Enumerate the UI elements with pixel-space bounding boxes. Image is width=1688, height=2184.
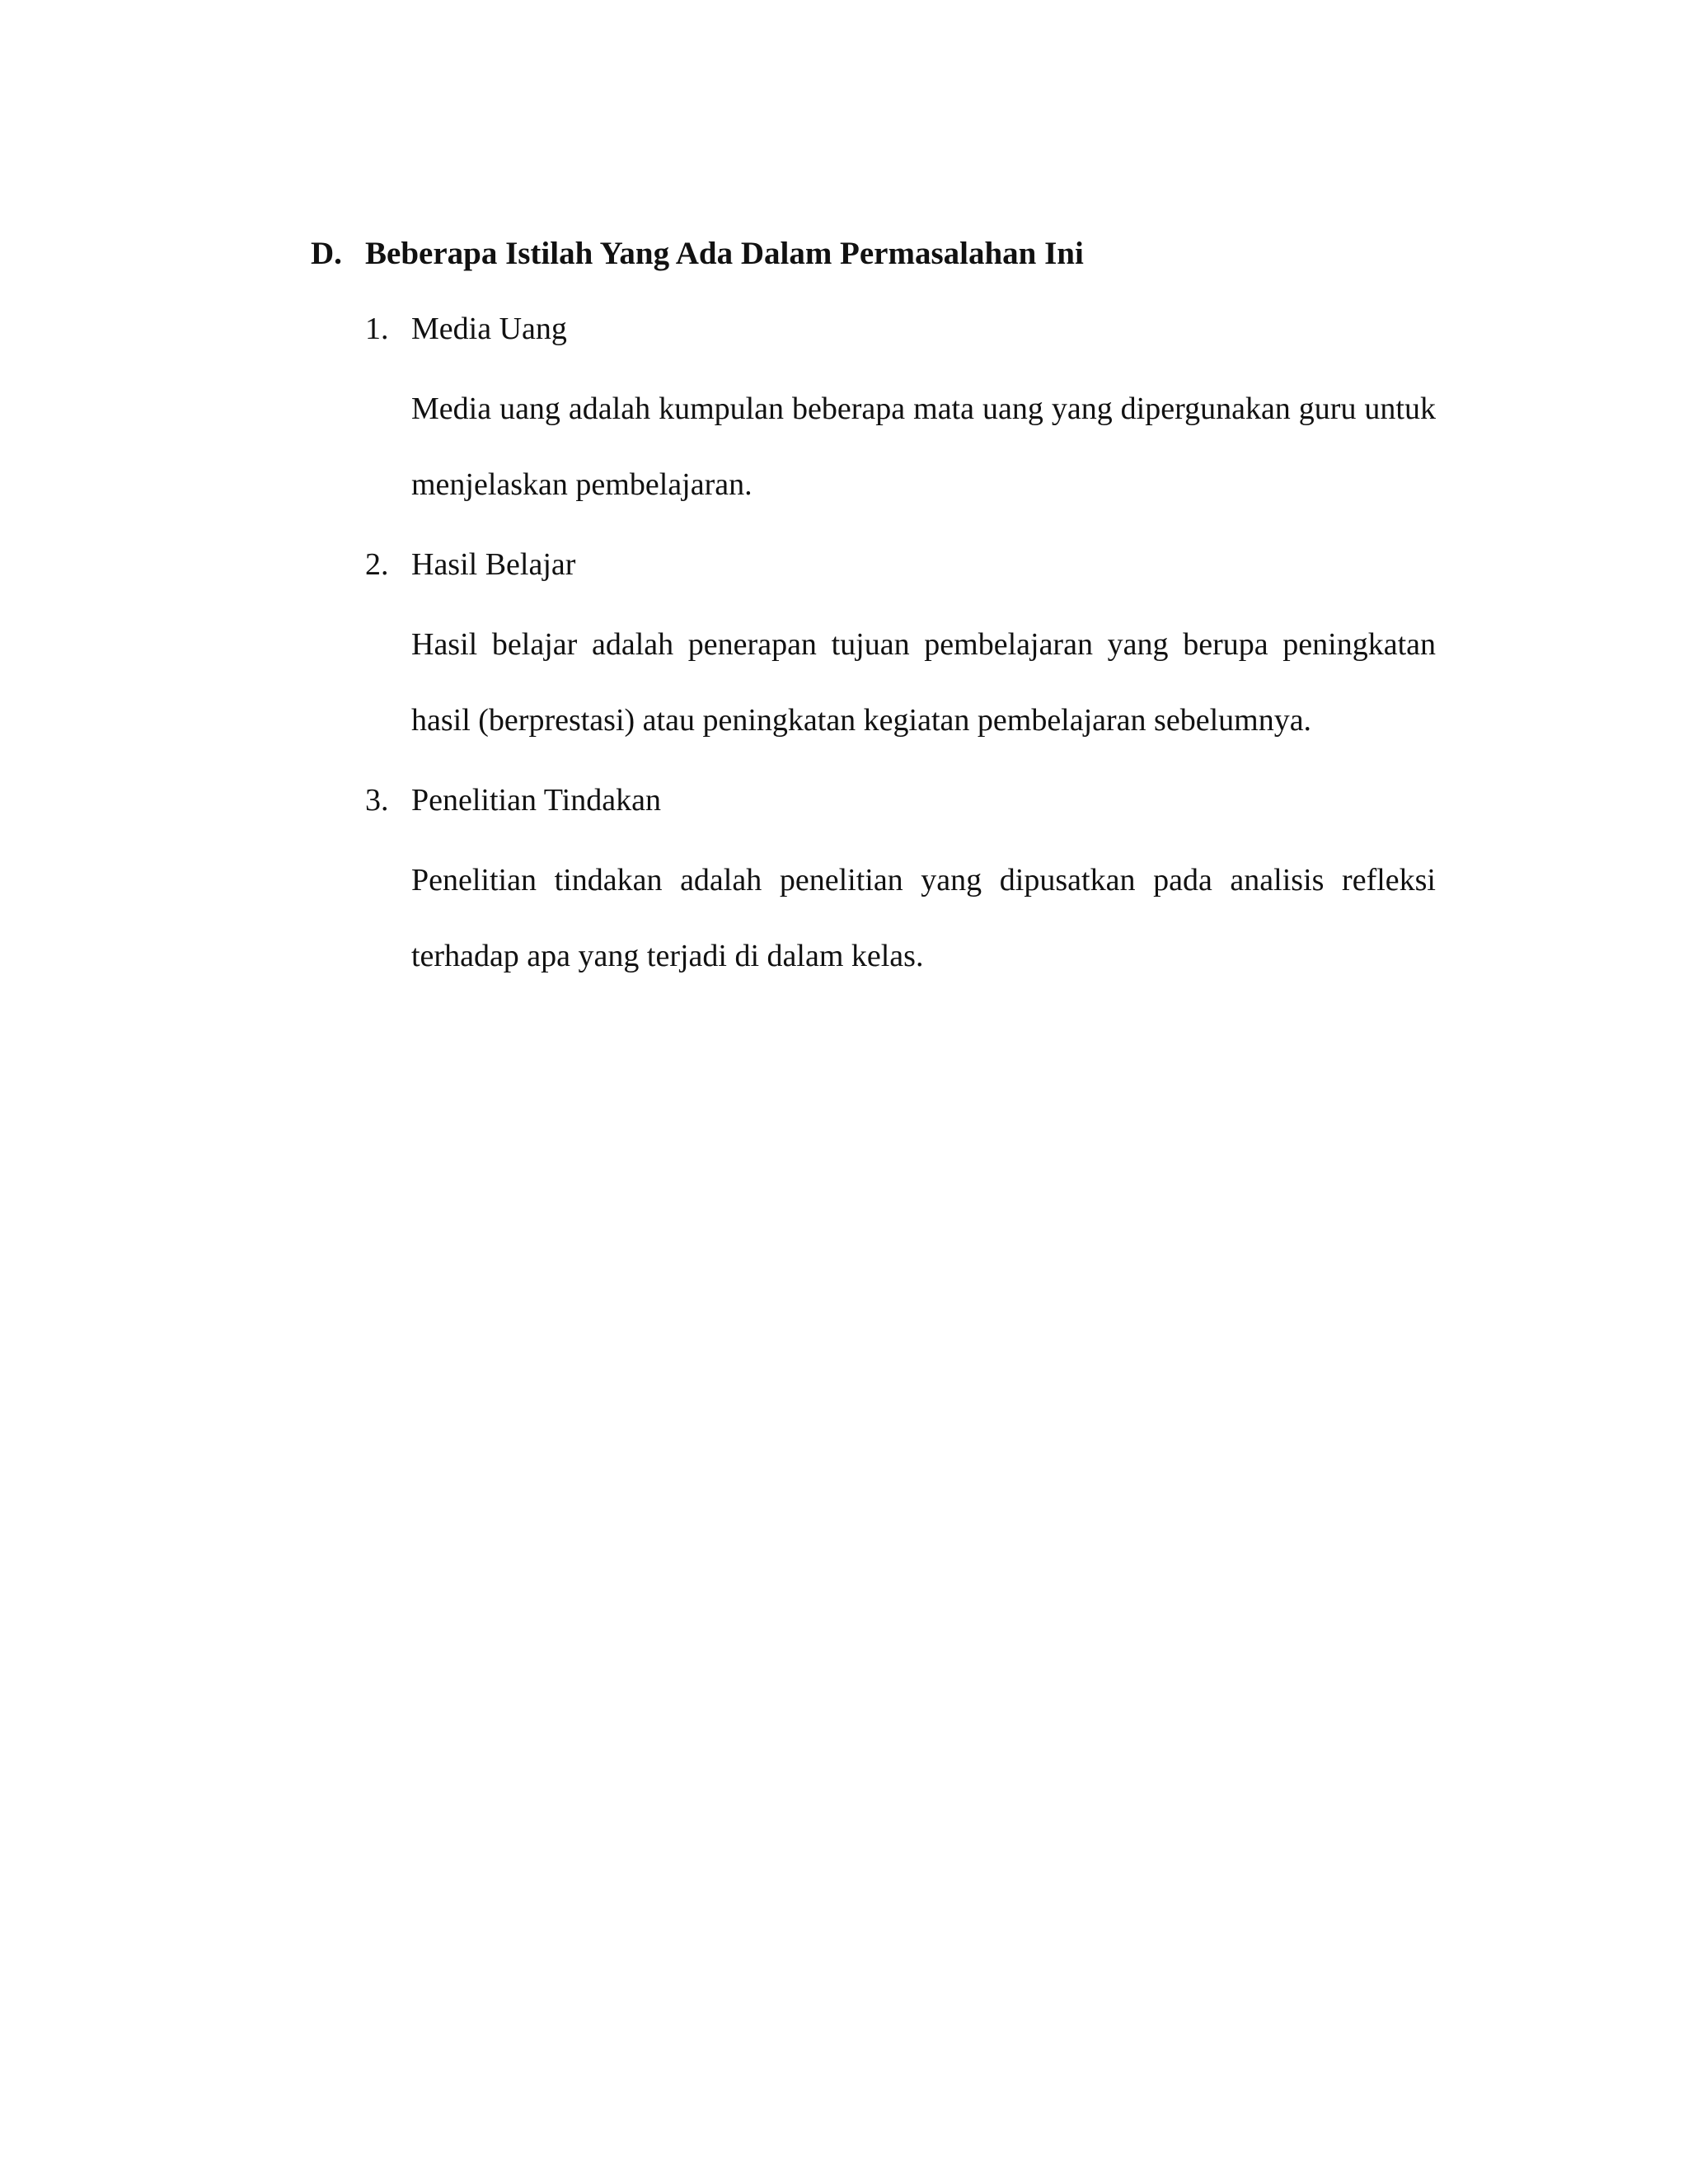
term-number: 1. bbox=[365, 312, 389, 346]
term-number: 3. bbox=[365, 783, 389, 818]
term-definition: Hasil belajar adalah penerapan tujuan pembelajaran yang berupa peningkatan hasil (berprestasi) atau peningkatan kegiatan pembelajaran sebelumnya. bbox=[411, 627, 1436, 738]
term-heading bbox=[365, 767, 1436, 833]
section-heading bbox=[311, 221, 1436, 287]
term-definition: Penelitian tindakan adalah penelitian yang dipusatkan pada analisis refleksi terhadap apa yang terjadi di dalam kelas. bbox=[411, 863, 1436, 973]
term-title: Hasil Belajar bbox=[411, 547, 576, 582]
term-title: Penelitian Tindakan bbox=[411, 783, 661, 818]
term-title: Media Uang bbox=[411, 312, 567, 346]
term-heading bbox=[365, 532, 1436, 598]
term-item-penelitian-tindakan bbox=[365, 767, 1436, 994]
term-item-media-uang bbox=[365, 296, 1436, 523]
term-number: 2. bbox=[365, 547, 389, 582]
section-title: Beberapa Istilah Yang Ada Dalam Permasalahan Ini bbox=[365, 236, 1084, 271]
term-heading bbox=[365, 296, 1436, 362]
section-d bbox=[311, 221, 1436, 994]
term-definition: Media uang adalah kumpulan beberapa mata uang yang dipergunakan guru untuk menjelaskan pembelajaran. bbox=[411, 391, 1436, 502]
section-letter: D. bbox=[311, 236, 342, 271]
term-list bbox=[365, 296, 1436, 994]
term-item-hasil-belajar bbox=[365, 532, 1436, 758]
